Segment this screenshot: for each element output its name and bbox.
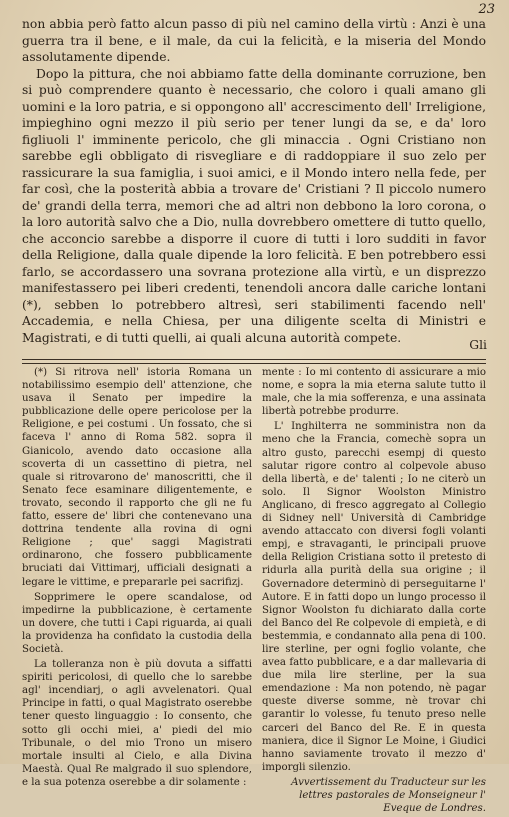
- footnote-column-left: [22, 366, 252, 791]
- footnote-column-right: [262, 366, 486, 817]
- footnote-paragraph: L' Inghilterra ne somministra non da meno che la Francia, comechè sopra un altro gusto, parecchi esempj di questo salutar rigore contro al colpevole abuso della libertà, e de' talenti ; Io ne citerò un solo. Il Signor Woolston Ministro Anglicano, di fresco aggregato al Collegio di Sidney nell' Università di Cambridge avendo attaccato con diversi fogli volanti empj, e stravaganti, le principali pruove della Religion Cristiana sotto il pretesto di ridurla alla purità della sua origine ; il Governadore determinò di perseguitarne l' Autore. E in fatti dopo un lungo processo il Signor Woolston fu dichiarato dalla corte del Banco del Re colpevole di empietà, e di bestemmia, e condannato alla pena di 100. lire sterline, per ogni foglio volante, che avea fatto pubblicare, e a dar mallevaria di due mila lire sterline, per la sua emendazione : Ma non potendo, nè pagar queste diverse somme, nè trovar chi garantir lo volesse, fu tenuto preso nelle carceri del Banco del Re. E in questa maniera, dice il Signor Le Moine, i Giudici hanno saviamente trovato il mezzo d' imporgli silenzio.: [262, 421, 486, 773]
- footnote-paragraph: (*) Si ritrova nell' istoria Romana un notabilissimo esempio dell' attenzione, che usava il Senato per impedire la pubblicazione delle opere pericolose per la Religione, e pei costumi . Un fossato, che si faceva l' anno di Roma 582. sopra il Gianicolo, avendo dato occasione alla scoverta di un cassettino di pietra, nel quale si ritrovarono de' manoscritti, che il Senato fece esaminare diligentemente, e trovato, secondo il rapporto che gli ne fu fatto, essere de' libri che contenevano una dottrina tendente alla rovina di ogni Religione ; que' saggi Magistrati ordinarono, che fossero pubblicamente bruciati dai Vittimarj, ufficiali designati a legare le vittime, e prepararle pei sacrifizj.: [22, 367, 252, 588]
- footnote-paragraph: mente : Io mi contento di assicurare a mio nome, e sopra la mia eterna salute tutto il male, che la mia sofferenza, e una assinata libertà potrebbe produrre.: [262, 367, 486, 418]
- footnote-divider: [22, 359, 486, 364]
- footnote-attribution: Avvertissement du Traducteur sur les lettres pastorales de Monseigneur l' Eveque de Londres.: [291, 776, 486, 815]
- main-paragraph: non abbia però fatto alcun passo di più nel camino della virtù : Anzi è una guerra tra il bene, e il male, da cui la felicità, e la miseria del Mondo assolutamente dipende.: [22, 17, 486, 64]
- footnote-paragraph: Sopprimere le opere scandalose, od impedirne la pubblicazione, è certamente un dovere, che tutti i Capi riguarda, ai quali la providenza ha confidato la custodia della Società.: [22, 591, 252, 655]
- main-paragraph: Dopo la pittura, che noi abbiamo fatte della dominante corruzione, ben si può comprendere quanto è necessario, che coloro i quali amano gli uomini e la loro patria, e si oppongono all' accrescimento dell' Irreligione, impieghino ogni mezzo il più serio per tener lungi da se, e da' loro figliuoli l' imminente pericolo, che gli minaccia . Ogni Cristiano non sarebbe egli obbligato di risvegliare e di raddoppiare il suo zelo per rassicurare la sua famiglia, i suoi amici, e il Mondo intero nella fede, per far così, che la posterità abbia a trovare de' Cristiani ? Il piccolo numero de' grandi della terra, memori che ad altri non debbono la loro corona, o la loro autorità salvo che a Dio, nulla dovrebbero omettere di tutto quello, che acconcio sarebbe a disporre il cuore di tutti i loro sudditi in favor della Religione, dalla quale dipende la loro felicità. E ben potrebbero essi farlo, se accordassero una sovrana protezione alla virtù, e un disprezzo manifestassero pei liberi credenti, tenendoli ancora dalle cariche lontani (*), sebben lo potrebbero altresì, seri stabilimenti facendo nell' Accademia, e nella Chiesa, per una diligente scelta di Ministri e Magistrati, e di tutti quelli, ai quali alcuna autorità compete.: [22, 66, 486, 345]
- main-text: [22, 16, 486, 346]
- footnote-paragraph: La tolleranza non è più dovuta a siffatti spiriti pericolosi, di quello che lo sarebbe agl' incendiarj, o agli avvelenatori. Qual Principe in fatti, o qual Magistrato oserebbe tener questo linguaggio : Io consento, che sotto gli occhi miei, a' piedi del mio Tribunale, o del mio Trono un misero mortale insulti al Cielo, e alla Divina Maestà. Qual Re malgrado il suo splendore, e la sua potenza oserebbe a dir solamente :: [22, 659, 252, 788]
- page-number: 23: [478, 2, 495, 17]
- catchword: Gli: [469, 338, 487, 352]
